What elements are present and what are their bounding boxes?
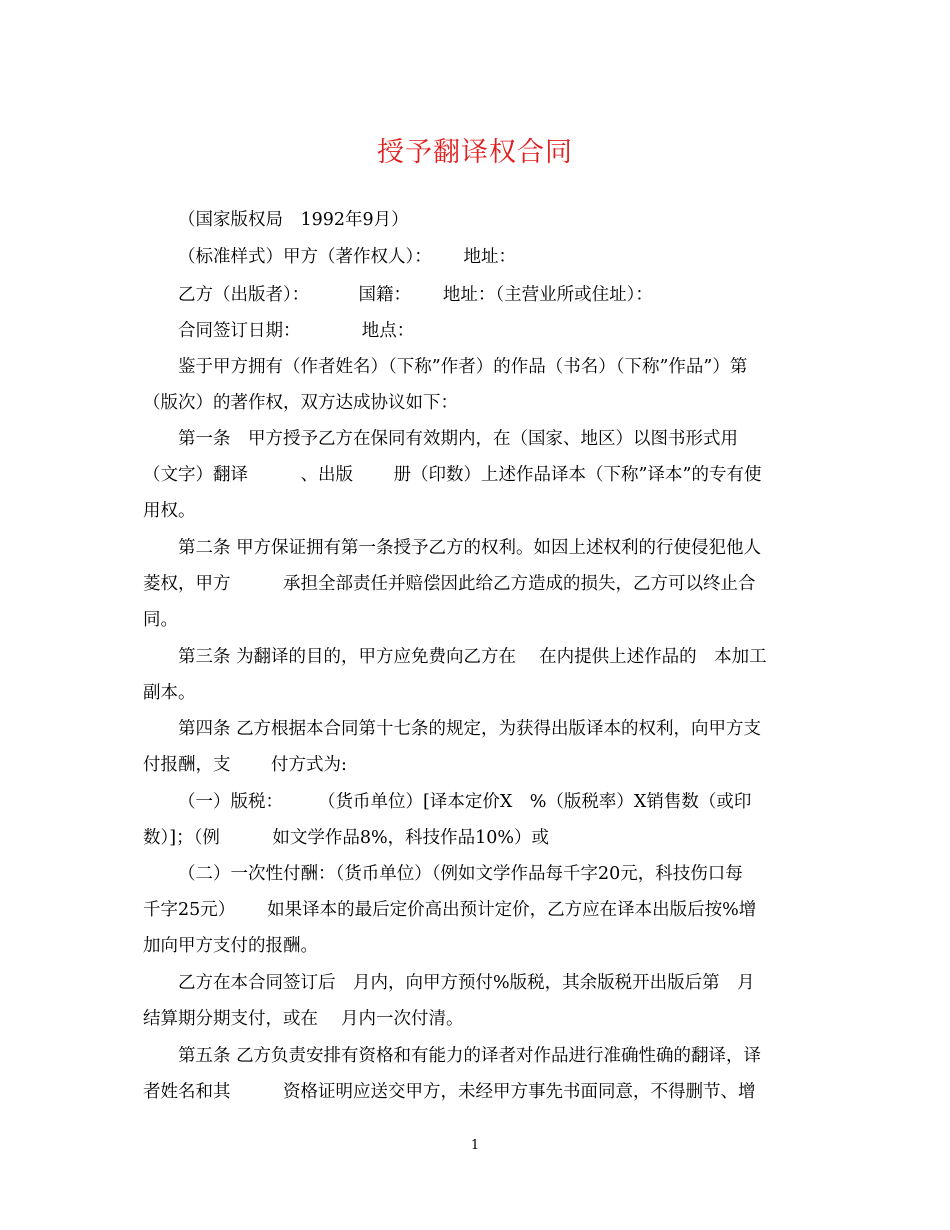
text-line: （文字）翻译 、出版 册（印数）上述作品译本（下称”译本”的专有使 — [143, 465, 762, 485]
text-line: 数）]；（例 如文学作品8%，科技作品10%）或 — [143, 828, 549, 848]
page-number: 1 — [470, 1138, 480, 1153]
text-line: 者姓名和其 资格证明应送交甲方，未经甲方事先书面同意，不得删节、增 — [143, 1082, 756, 1102]
text-line: 第二条 甲方保证拥有第一条授予乙方的权利。如因上述权利的行使侵犯他人 — [178, 538, 762, 558]
text-line: 第三条 为翻译的目的，甲方应免费向乙方在 在内提供上述作品的 本加工 — [178, 647, 767, 667]
document-title: 授予翻译权合同 — [377, 137, 573, 168]
text-line: 合同签订日期： 地点： — [178, 321, 415, 341]
text-line: （标准样式）甲方（著作权人）： 地址： — [178, 247, 517, 267]
text-line: 第四条 乙方根据本合同第十七条的规定，为获得出版译本的权利，向甲方支 — [178, 719, 762, 739]
text-line: 副本。 — [143, 683, 196, 703]
text-line: 加向甲方支付的报酬。 — [143, 936, 318, 956]
text-line: 结算期分期支付，或在 月内一次付清。 — [143, 1009, 464, 1029]
text-line: （国家版权局 1992年9月） — [178, 210, 409, 230]
text-line: 用权。 — [143, 501, 196, 521]
text-line: 同。 — [143, 610, 178, 630]
text-line: 乙方（出版者）： 国籍： 地址：（主营业所或住址）： — [178, 285, 653, 305]
text-line: 付报酬，支 付方式为: — [143, 755, 347, 775]
text-line: 乙方在本合同签订后 月内，向甲方预付%版税，其余版税开出版后第 月 — [178, 973, 755, 993]
text-line: 第一条 甲方授予乙方在保同有效期内，在（国家、地区）以图书形式用 — [178, 429, 738, 449]
text-line: 第五条 乙方负责安排有资格和有能力的译者对作品进行准确性确的翻译，译 — [178, 1046, 762, 1066]
text-line: （一）版税： （货币单位）[译本定价X %（版税率）X销售数（或印 — [178, 792, 752, 812]
text-line: 鉴于甲方拥有（作者姓名）（下称”作者）的作品（书名）（下称”作品”）第 — [178, 357, 748, 377]
text-line: （版次）的著作权，双方达成协议如下： — [143, 393, 458, 413]
text-line: （二）一次性付酬：（货币单位）（例如文学作品每千字20元，科技伤口每 — [178, 864, 743, 884]
text-line: 菱权，甲方 承担全部责任并赔偿因此给乙方造成的损失，乙方可以终止合 — [143, 574, 756, 594]
text-line: 千字25元） 如果译本的最后定价高出预计定价，乙方应在译本出版后按%增 — [143, 900, 757, 920]
